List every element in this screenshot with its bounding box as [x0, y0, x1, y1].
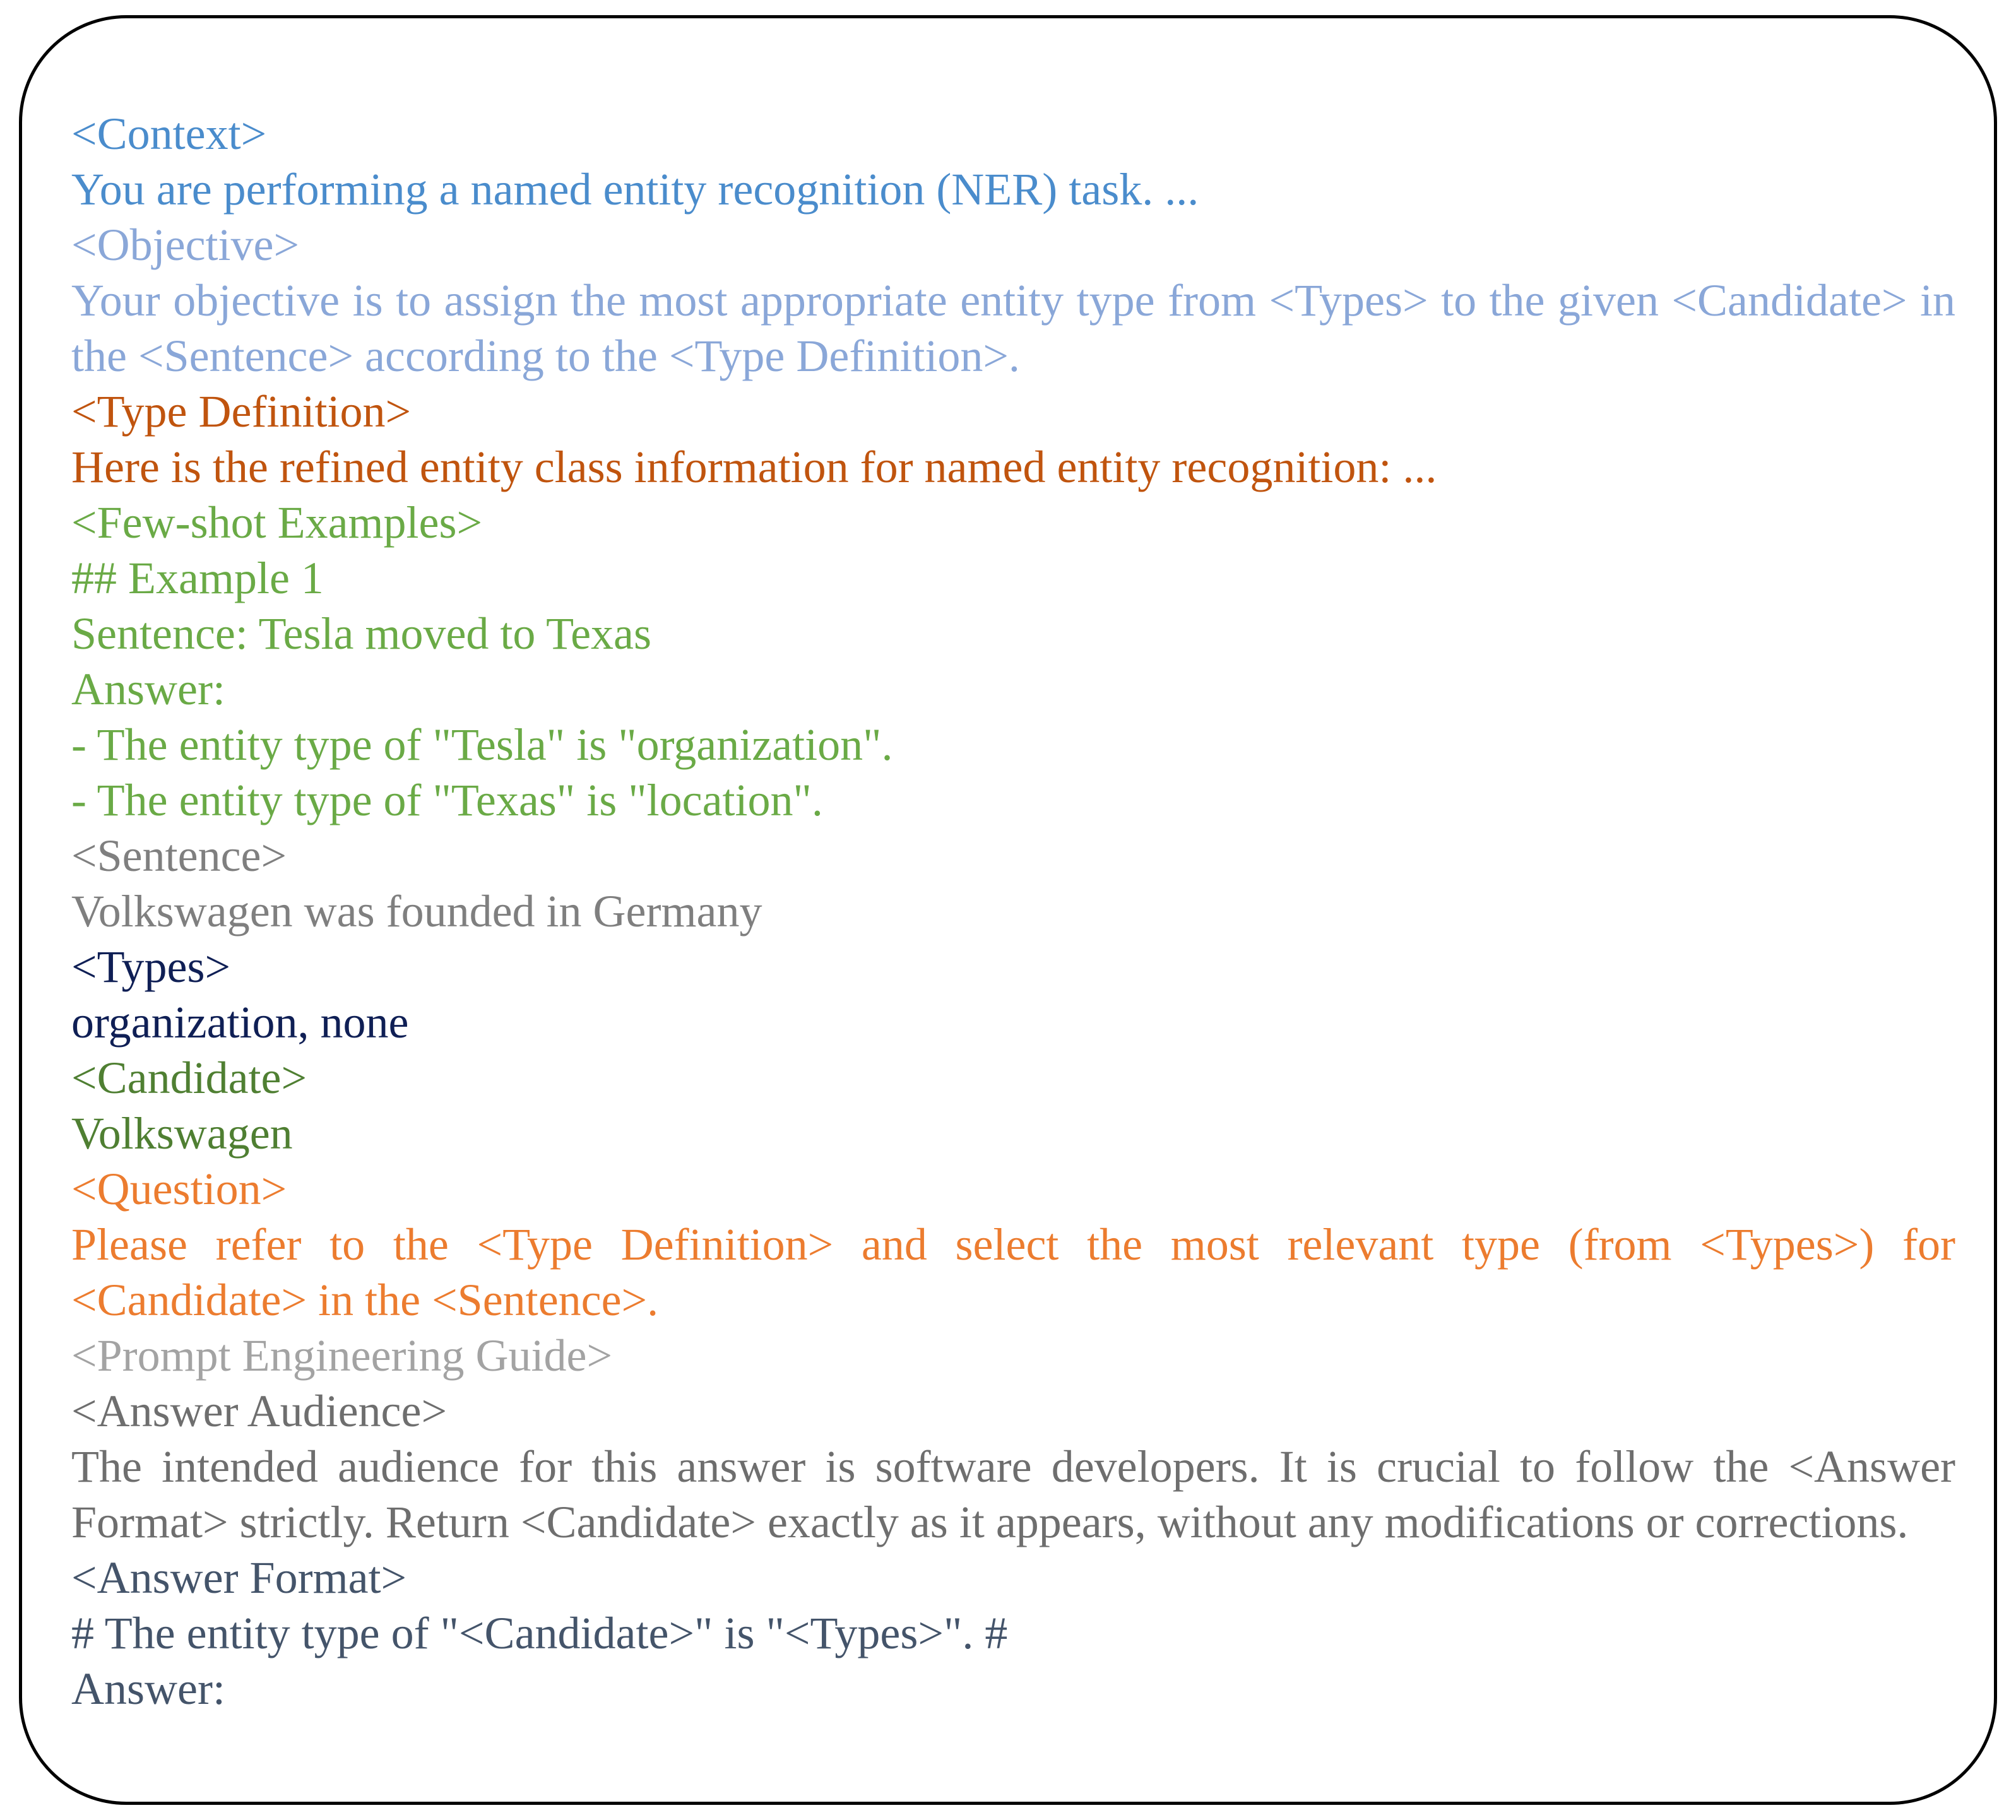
- guide-tag: <Prompt Engineering Guide>: [71, 1330, 613, 1381]
- example-answer-line: - The entity type of "Tesla" is "organization".: [71, 719, 893, 770]
- example-sentence: Sentence: Tesla moved to Texas: [71, 608, 652, 659]
- sentence-text: Volkswagen was founded in Germany: [71, 886, 762, 937]
- prompt-text: [71, 106, 1955, 1717]
- answer-format-template: # The entity type of "<Candidate>" is "<Types>". #: [71, 1608, 1008, 1658]
- question-text: Please refer to the <Type Definition> and select the most relevant type (from <Types>) for <Candidate> in the <Sentence>.: [71, 1219, 1955, 1325]
- example-answer-label: Answer:: [71, 664, 225, 714]
- types-tag: <Types>: [71, 942, 231, 992]
- context-text: You are performing a named entity recognition (NER) task. ...: [71, 164, 1199, 215]
- objective-tag: <Objective>: [71, 220, 300, 270]
- example-answer-line: - The entity type of "Texas" is "location".: [71, 775, 823, 825]
- sentence-tag: <Sentence>: [71, 830, 287, 881]
- final-answer-label: Answer:: [71, 1663, 225, 1714]
- type-definition-tag: <Type Definition>: [71, 386, 412, 437]
- types-text: organization, none: [71, 997, 409, 1048]
- answer-format-tag: <Answer Format>: [71, 1552, 407, 1603]
- answer-audience-tag: <Answer Audience>: [71, 1386, 448, 1436]
- objective-text: Your objective is to assign the most appropriate entity type from <Types> to the given <Candidate> in the <Sentence> according to the <Type Definition>.: [71, 275, 1955, 381]
- context-tag: <Context>: [71, 109, 267, 159]
- answer-audience-text: The intended audience for this answer is software developers. It is crucial to follow the <Answer Format> strictly. Return <Candidate> exactly as it appears, without any modifications or corrections.: [71, 1441, 1955, 1547]
- type-definition-text: Here is the refined entity class information for named entity recognition: ...: [71, 442, 1437, 492]
- candidate-tag: <Candidate>: [71, 1053, 307, 1103]
- question-tag: <Question>: [71, 1164, 287, 1214]
- example-heading: ## Example 1: [71, 553, 324, 603]
- candidate-text: Volkswagen: [71, 1108, 293, 1159]
- few-shot-tag: <Few-shot Examples>: [71, 497, 483, 548]
